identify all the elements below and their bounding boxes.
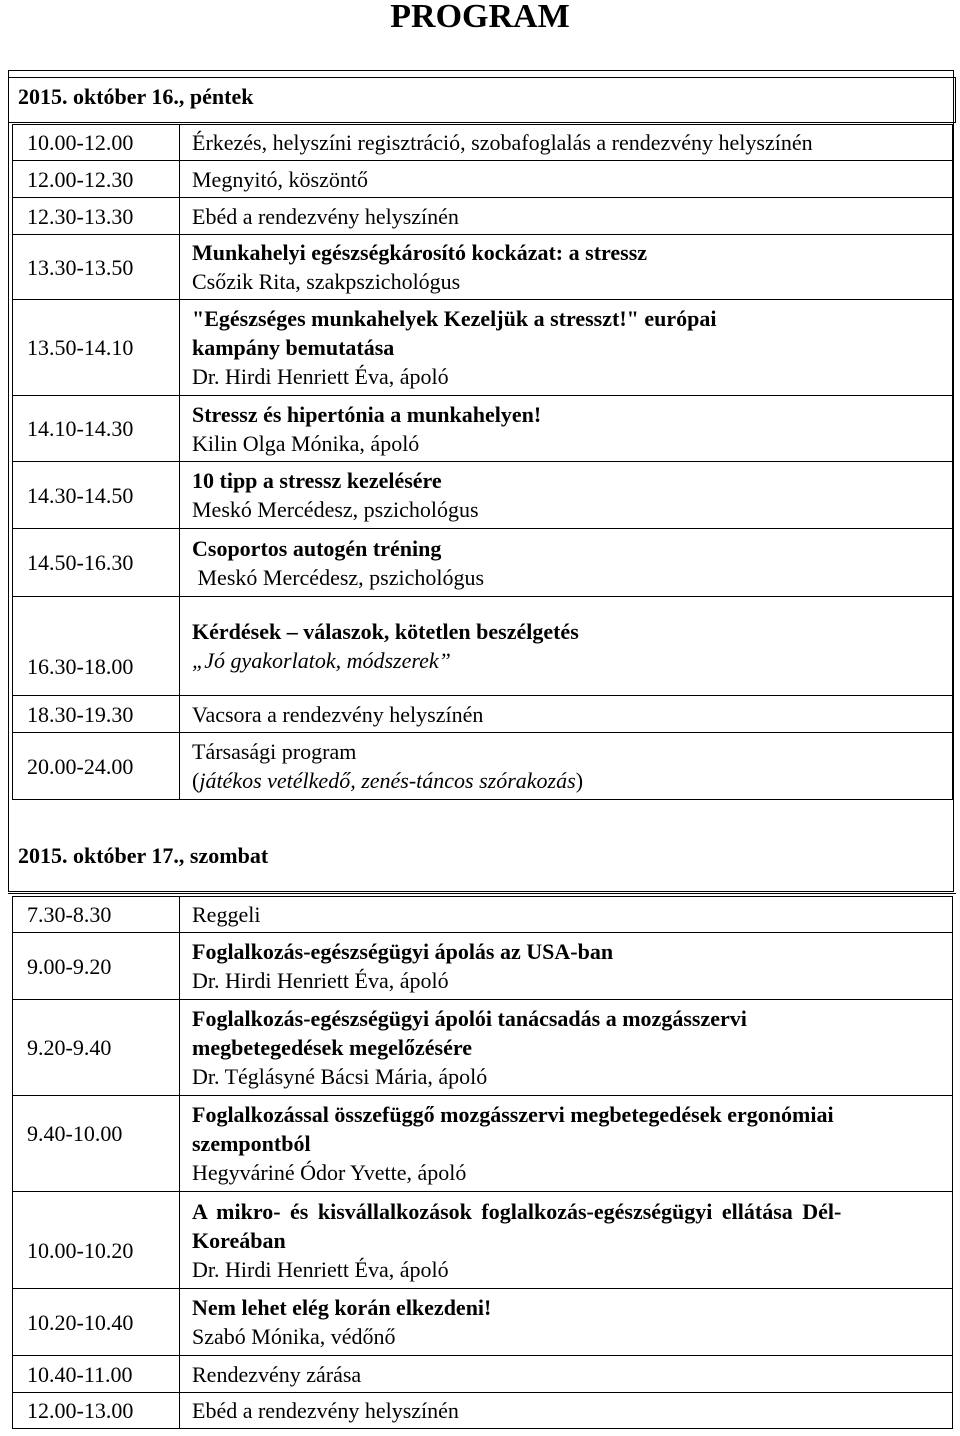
table-row <box>13 198 953 235</box>
table-row <box>13 300 953 396</box>
table-row <box>13 235 953 300</box>
event-title: Vacsora a rendezvény helyszínén <box>192 701 484 727</box>
time-cell: 10.00-10.20 <box>13 1192 180 1289</box>
event-title-cont: Koreában <box>192 1227 286 1253</box>
event-title-cont: szempontból <box>192 1131 311 1156</box>
event-title: Érkezés, helyszíni regisztráció, szobafoglalás a rendezvény helyszínén <box>192 130 813 155</box>
event-cell <box>180 597 953 696</box>
event-title: Stressz és hipertónia a munkahelyen! <box>192 401 542 427</box>
event-title: Nem lehet elég korán elkezdeni! <box>192 1295 492 1320</box>
time-cell: 12.30-13.30 <box>13 198 180 235</box>
table-row <box>13 733 953 800</box>
event-speaker: Hegyváriné Ódor Yvette, ápoló <box>192 1160 467 1185</box>
table-row <box>13 696 953 733</box>
event-cell <box>180 235 953 300</box>
time-cell: 9.40-10.00 <box>13 1096 180 1192</box>
event-title: Rendezvény zárása <box>192 1361 362 1387</box>
time-cell: 10.20-10.40 <box>13 1289 180 1356</box>
time-cell: 9.00-9.20 <box>13 933 180 1000</box>
event-note <box>192 766 952 795</box>
event-speaker: Dr. Hirdi Henriett Éva, ápoló <box>192 364 449 389</box>
time-cell: 9.20-9.40 <box>13 1000 180 1096</box>
paren-open: ( <box>192 768 200 793</box>
table-row <box>13 1000 953 1096</box>
event-cell <box>180 1000 953 1096</box>
table-row <box>13 462 953 529</box>
event-speaker: Meskó Mercédesz, pszichológus <box>192 564 485 590</box>
event-title: Foglalkozás-egészségügyi ápolói tanácsadás a mozgásszervi <box>192 1006 747 1031</box>
time-cell: 14.10-14.30 <box>13 396 180 462</box>
event-title: Foglalkozással összefüggő mozgásszervi megbetegedések ergonómiai <box>192 1102 834 1127</box>
event-cell <box>180 198 953 235</box>
event-title: A mikro- és kisvállalkozások foglalkozás-egészségügyi ellátása Dél- <box>192 1198 842 1224</box>
event-title-cont: megbetegedések megelőzésére <box>192 1035 472 1060</box>
event-title: Munkahelyi egészségkárosító kockázat: a stressz <box>192 240 648 265</box>
day2-header-divider <box>8 893 956 894</box>
event-speaker: Csőzik Rita, szakpszichológus <box>192 269 461 294</box>
event-cell <box>180 1289 953 1356</box>
paren-close: ) <box>575 768 584 793</box>
event-speaker: Dr. Hirdi Henriett Éva, ápoló <box>192 1256 449 1282</box>
event-speaker: Dr. Hirdi Henriett Éva, ápoló <box>192 968 449 993</box>
time-cell: 20.00-24.00 <box>13 733 180 800</box>
event-title: Csoportos autogén tréning <box>192 535 442 561</box>
time-cell: 14.30-14.50 <box>13 462 180 529</box>
event-speaker: Dr. Téglásyné Bácsi Mária, ápoló <box>192 1064 488 1089</box>
event-title: Reggeli <box>192 902 261 927</box>
page-title: PROGRAM <box>390 0 570 35</box>
table-row <box>13 1289 953 1356</box>
event-cell <box>180 462 953 529</box>
table-row <box>13 396 953 462</box>
table-row <box>13 529 953 597</box>
time-cell: 14.50-16.30 <box>13 529 180 597</box>
event-cell <box>180 897 953 933</box>
event-title: Ebéd a rendezvény helyszínén <box>192 1398 459 1423</box>
event-title: Megnyitó, köszöntő <box>192 166 368 192</box>
event-cell <box>180 396 953 462</box>
event-title: Társasági program <box>192 739 357 764</box>
event-title: Ebéd a rendezvény helyszínén <box>192 203 459 229</box>
event-cell <box>180 1096 953 1192</box>
table-row <box>13 161 953 198</box>
event-speaker: Kilin Olga Mónika, ápoló <box>192 430 420 456</box>
event-cell <box>180 733 953 800</box>
event-subtitle: „Jó gyakorlatok, módszerek” <box>192 648 451 673</box>
event-title: Kérdések – válaszok, kötetlen beszélgetés <box>192 619 579 644</box>
event-cell <box>180 125 953 161</box>
day2-schedule-table <box>12 896 953 1429</box>
time-cell: 12.00-13.00 <box>13 1393 180 1429</box>
time-cell: 12.00-12.30 <box>13 161 180 198</box>
table-row <box>13 1192 953 1289</box>
event-cell <box>180 161 953 198</box>
time-cell: 18.30-19.30 <box>13 696 180 733</box>
table-row <box>13 933 953 1000</box>
event-speaker: Szabó Mónika, védőnő <box>192 1324 396 1349</box>
event-title: 10 tipp a stressz kezelésére <box>192 468 442 493</box>
table-row <box>13 597 953 696</box>
event-cell <box>180 529 953 597</box>
table-row <box>13 897 953 933</box>
event-title-cont: kampány bemutatása <box>192 335 395 360</box>
event-title: Foglalkozás-egészségügyi ápolás az USA-ban <box>192 939 614 964</box>
event-cell <box>180 1356 953 1393</box>
event-cell <box>180 1192 953 1289</box>
time-cell: 13.50-14.10 <box>13 300 180 396</box>
event-speaker: Meskó Mercédesz, pszichológus <box>192 497 479 522</box>
time-cell: 7.30-8.30 <box>13 897 180 933</box>
table-row <box>13 1393 953 1429</box>
time-cell: 16.30-18.00 <box>13 597 180 696</box>
time-cell: 13.30-13.50 <box>13 235 180 300</box>
table-row <box>13 1096 953 1192</box>
event-note-italic: játékos vetélkedő, zenés-táncos szórakozás <box>199 768 576 793</box>
time-cell: 10.40-11.00 <box>13 1356 180 1393</box>
day1-schedule-table <box>12 124 953 800</box>
event-title: "Egészséges munkahelyek Kezeljük a stresszt!" európai <box>192 306 717 331</box>
day1-date: 2015. október 16., péntek <box>18 84 254 109</box>
day2-date: 2015. október 17., szombat <box>18 843 269 868</box>
event-cell <box>180 933 953 1000</box>
table-row <box>13 125 953 161</box>
event-cell <box>180 1393 953 1429</box>
table-row <box>13 1356 953 1393</box>
time-cell: 10.00-12.00 <box>13 125 180 161</box>
event-cell <box>180 696 953 733</box>
event-cell <box>180 300 953 396</box>
